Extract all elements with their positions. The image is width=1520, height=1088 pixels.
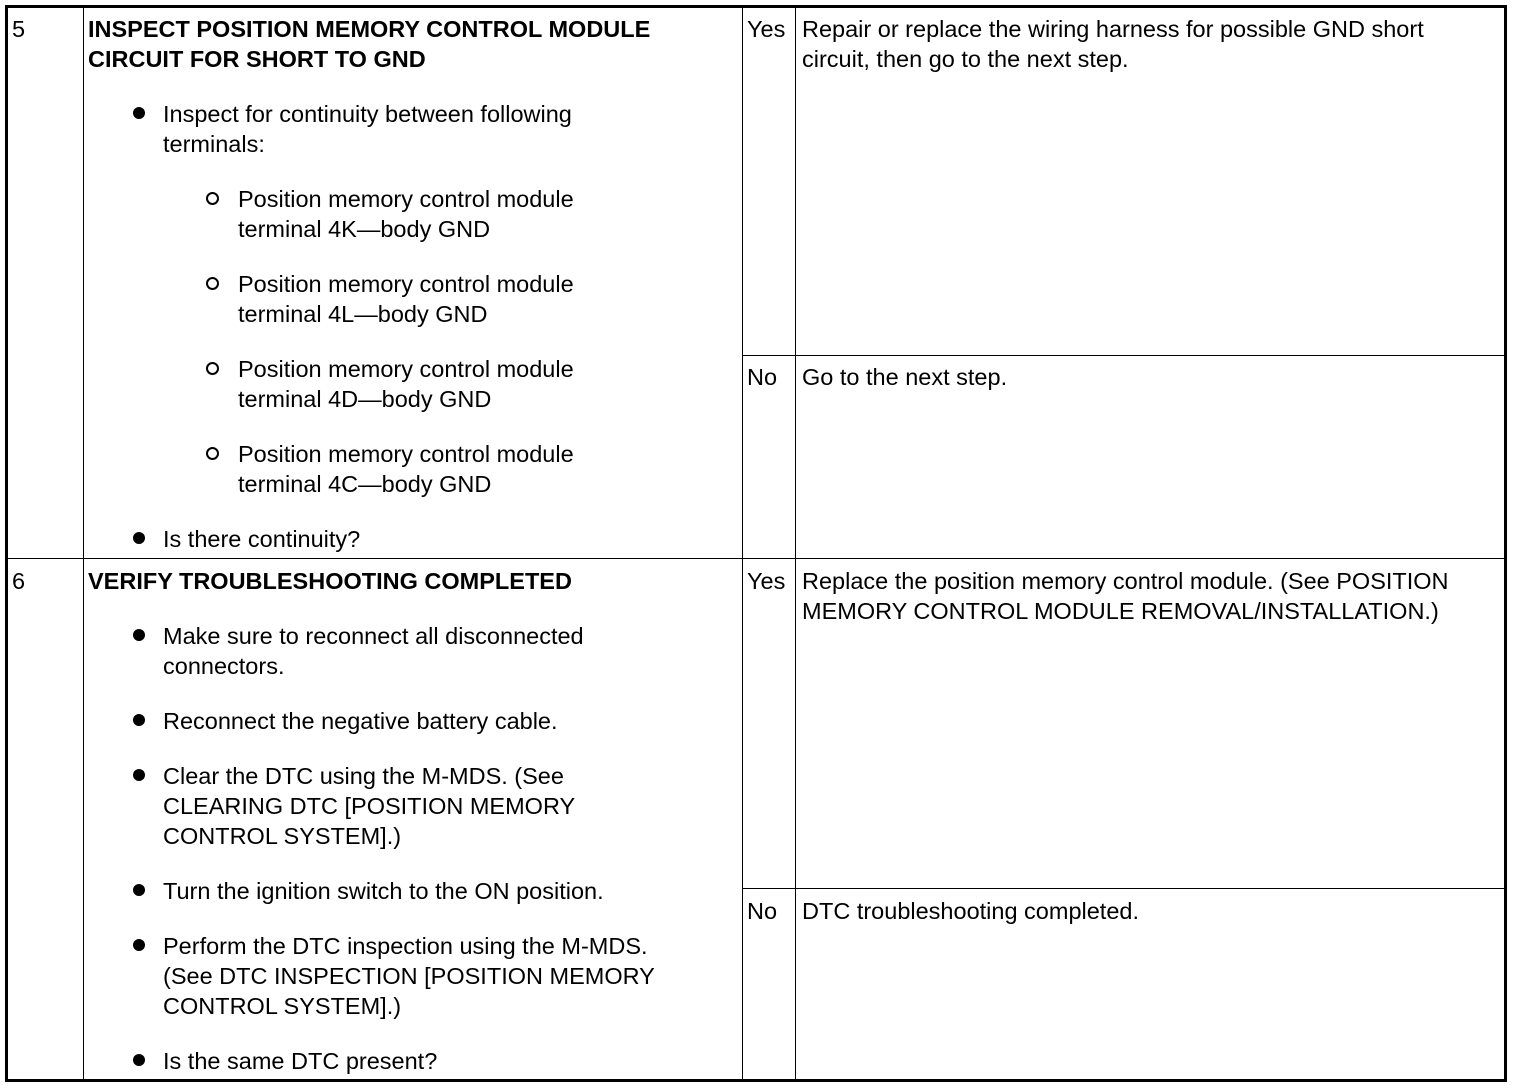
result-divider-row6 xyxy=(742,888,1504,889)
yes-label: Yes xyxy=(747,568,786,594)
column-divider-action xyxy=(742,8,743,1079)
yes-label: Yes xyxy=(747,16,786,42)
row-divider xyxy=(8,558,1504,559)
column-divider-result xyxy=(795,8,796,1079)
bullet-icon xyxy=(133,107,145,119)
bullet-text: CONTROL SYSTEM].) xyxy=(163,823,402,849)
bullet-text: Clear the DTC using the M-MDS. (See xyxy=(163,763,564,789)
sub-item-text: Position memory control module xyxy=(238,356,574,382)
bullet-icon xyxy=(133,1054,145,1066)
sub-item-text: terminal 4D—body GND xyxy=(238,386,492,412)
yes-action-text: MEMORY CONTROL MODULE REMOVAL/INSTALLATION.) xyxy=(802,598,1439,624)
step-title-line: CIRCUIT FOR SHORT TO GND xyxy=(88,46,426,72)
bullet-text: terminals: xyxy=(163,131,265,157)
sub-item-text: terminal 4L—body GND xyxy=(238,301,488,327)
no-action-text: DTC troubleshooting completed. xyxy=(802,898,1140,924)
bullet-text: Perform the DTC inspection using the M-MDS. xyxy=(163,933,648,959)
yes-action-text: circuit, then go to the next step. xyxy=(802,46,1129,72)
no-label: No xyxy=(747,364,778,390)
bullet-text: CLEARING DTC [POSITION MEMORY xyxy=(163,793,576,819)
bullet-icon xyxy=(133,939,145,951)
bullet-text: Reconnect the negative battery cable. xyxy=(163,708,558,734)
sub-bullet-icon xyxy=(206,192,219,205)
sub-item-text: terminal 4C—body GND xyxy=(238,471,492,497)
no-label: No xyxy=(747,898,778,924)
bullet-text: connectors. xyxy=(163,653,285,679)
bullet-text: Make sure to reconnect all disconnected xyxy=(163,623,584,649)
bullet-icon xyxy=(133,532,145,544)
sub-item-text: terminal 4K—body GND xyxy=(238,216,491,242)
column-divider-step xyxy=(83,8,84,1079)
bullet-text: (See DTC INSPECTION [POSITION MEMORY xyxy=(163,963,655,989)
bullet-text: Inspect for continuity between following xyxy=(163,101,572,127)
yes-action-text: Repair or replace the wiring harness for possible GND short xyxy=(802,16,1424,42)
bullet-text: Is there continuity? xyxy=(163,526,361,552)
sub-bullet-icon xyxy=(206,447,219,460)
yes-action-text: Replace the position memory control module. (See POSITION xyxy=(802,568,1449,594)
no-action-text: Go to the next step. xyxy=(802,364,1008,390)
bullet-icon xyxy=(133,884,145,896)
step-title-line: VERIFY TROUBLESHOOTING COMPLETED xyxy=(88,568,572,594)
step-number: 5 xyxy=(12,16,26,42)
bullet-text: Turn the ignition switch to the ON position. xyxy=(163,878,604,904)
bullet-text: CONTROL SYSTEM].) xyxy=(163,993,402,1019)
bullet-text: Is the same DTC present? xyxy=(163,1048,438,1074)
bullet-icon xyxy=(133,629,145,641)
sub-item-text: Position memory control module xyxy=(238,186,574,212)
sub-item-text: Position memory control module xyxy=(238,441,574,467)
step-title-line: INSPECT POSITION MEMORY CONTROL MODULE xyxy=(88,16,651,42)
result-divider-row5 xyxy=(742,355,1504,356)
sub-bullet-icon xyxy=(206,277,219,290)
bullet-icon xyxy=(133,714,145,726)
sub-bullet-icon xyxy=(206,362,219,375)
bullet-icon xyxy=(133,769,145,781)
sub-item-text: Position memory control module xyxy=(238,271,574,297)
step-number: 6 xyxy=(12,568,26,594)
